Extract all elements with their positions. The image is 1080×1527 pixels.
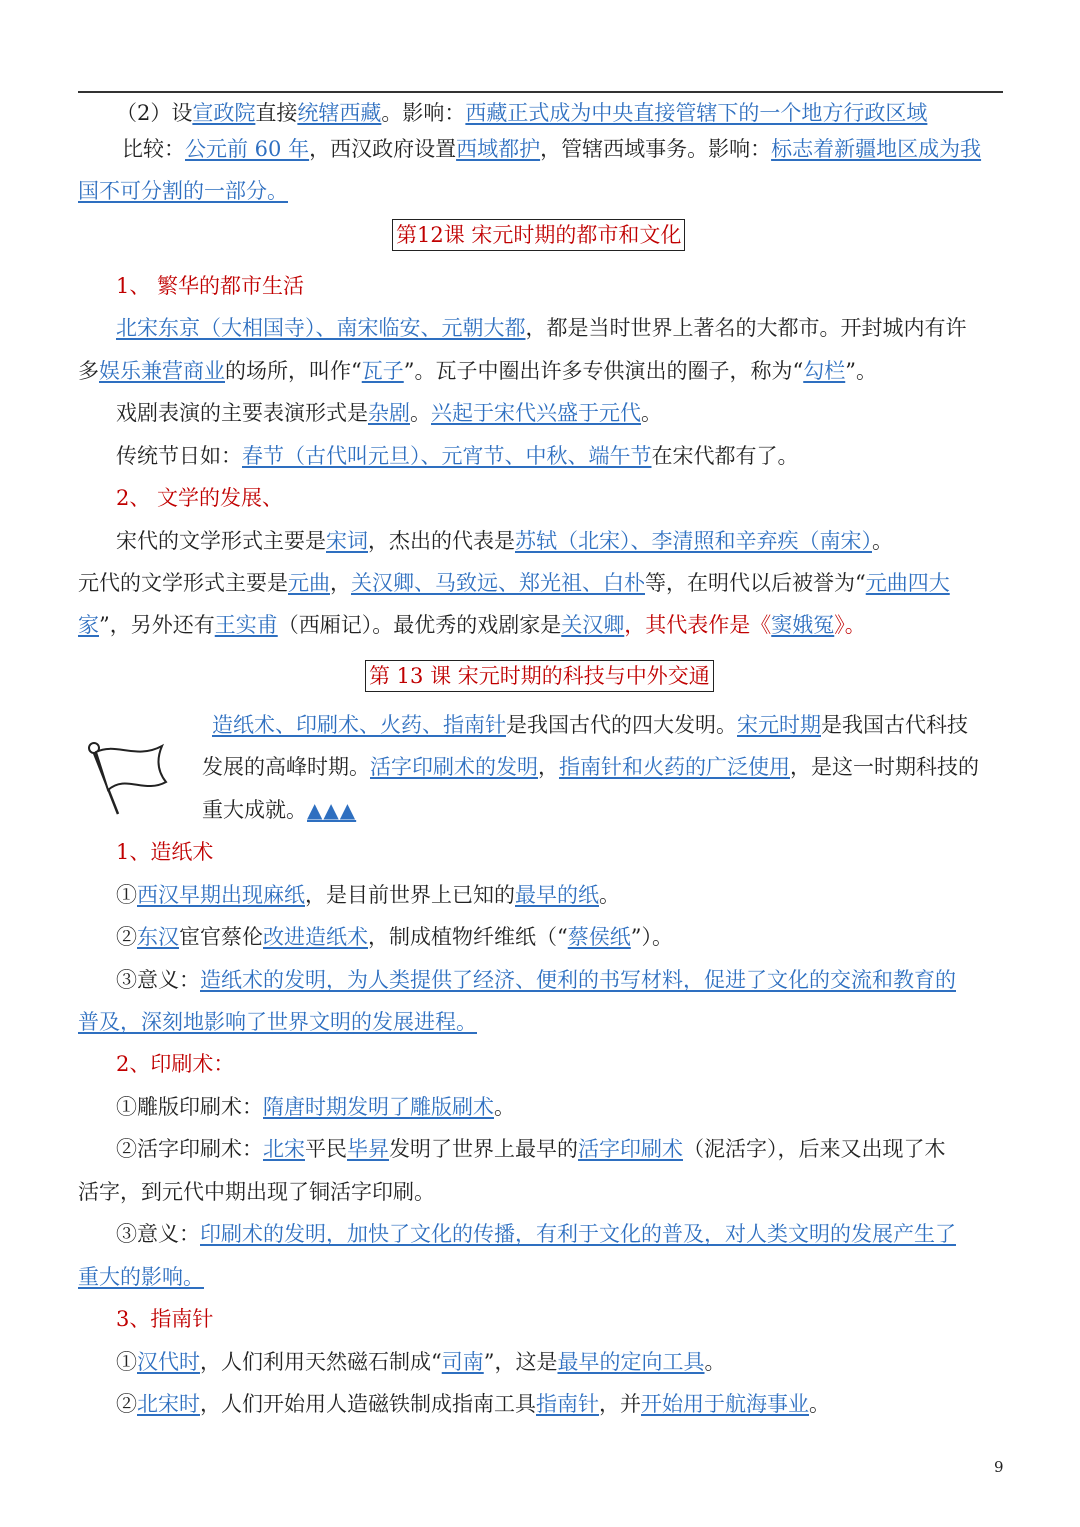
l13-paper-3-cont: 普及，深刻地影响了世界文明的发展进程。 (78, 1010, 477, 1034)
l13-print-2: ②活字印刷术：北宋平民毕昇发明了世界上最早的活字印刷术（泥活字），后来又出现了木 (116, 1137, 946, 1161)
l12-para-1b: 多娱乐兼营商业的场所，叫作“瓦子”。瓦子中圈出许多专供演出的圈子，称为“勾栏”。 (78, 359, 877, 383)
l13-paper-2: ②东汉宦官蔡伦改进造纸术，制成植物纤维纸（“蔡侯纸”）。 (116, 925, 673, 949)
l13-paper-3: ③意义：造纸术的发明，为人类提供了经济、便利的书写材料，促进了文化的交流和教育的 (116, 968, 956, 992)
l13-print-3-cont: 重大的影响。 (78, 1265, 204, 1289)
top-rule (78, 91, 1003, 93)
l13-heading-2: 2、印刷术： (116, 1052, 235, 1076)
triangle-markers: ▲▲▲ (307, 798, 357, 822)
l13-print-1: ①雕版印刷术：隋唐时期发明了雕版刷术。 (116, 1095, 515, 1119)
l13-heading-3: 3、指南针 (116, 1307, 214, 1331)
page-number: 9 (994, 1458, 1004, 1476)
l13-paper-1: ①西汉早期出现麻纸，是目前世界上已知的最早的纸。 (116, 883, 620, 907)
l13-heading-1: 1、造纸术 (116, 840, 214, 864)
prev-item-2: （2）设宣政院直接统辖西藏。影响：西藏正式成为中央直接管辖下的一个地方行政区域 (116, 101, 928, 125)
l12-para-5: 元代的文学形式主要是元曲，关汉卿、马致远、郑光祖、白朴等，在明代以后被誉为“元曲四大 (78, 571, 950, 595)
prev-compare-cont: 国不可分割的一部分。 (78, 179, 288, 203)
l13-print-3: ③意义：印刷术的发明，加快了文化的传播，有利于文化的普及，对人类文明的发展产生了 (116, 1222, 956, 1246)
l12-para-3: 传统节日如：春节（古代叫元旦）、元宵节、中秋、端午节在宋代都有了。 (116, 444, 799, 468)
l12-para-4: 宋代的文学形式主要是宋词，杰出的代表是苏轼（北宋）、李清照和辛弃疾（南宋）。 (116, 529, 893, 553)
l12-heading-2: 2、 文学的发展、 (116, 486, 284, 510)
lesson-13-title: 第 13 课 宋元时期的科技与中外交通 (365, 660, 714, 692)
l13-compass-1: ①汉代时，人们利用天然磁石制成“司南”，这是最早的定向工具。 (116, 1350, 726, 1374)
l12-heading-1: 1、 繁华的都市生活 (116, 274, 305, 298)
l12-para-6: 家”，另外还有王实甫（西厢记）。最优秀的戏剧家是关汉卿，其代表作是《窦娥冤》。 (78, 613, 866, 637)
l13-compass-2: ②北宋时，人们开始用人造磁铁制成指南工具指南针，并开始用于航海事业。 (116, 1392, 830, 1416)
l13-print-2-cont: 活字，到元代中期出现了铜活字印刷。 (78, 1180, 435, 1204)
l12-para-1a: 北宋东京（大相国寺）、南宋临安、元朝大都，都是当时世界上著名的大都市。开封城内有许 (116, 316, 967, 340)
lesson-12-title: 第12课 宋元时期的都市和文化 (392, 219, 685, 251)
l13-intro-3: 重大成就。▲▲▲ (202, 798, 357, 822)
l13-intro-1: 造纸术、印刷术、火药、指南针是我国古代的四大发明。宋元时期是我国古代科技 (212, 713, 968, 737)
l13-intro-2: 发展的高峰时期。活字印刷术的发明，指南针和火药的广泛使用，是这一时期科技的 (202, 755, 979, 779)
prev-compare: 比较：公元前 60 年，西汉政府设置西域都护，管辖西域事务。影响：标志着新疆地区成为我 (122, 137, 982, 161)
flag-icon (86, 738, 182, 818)
l12-para-2: 戏剧表演的主要表演形式是杂剧。兴起于宋代兴盛于元代。 (116, 401, 662, 425)
